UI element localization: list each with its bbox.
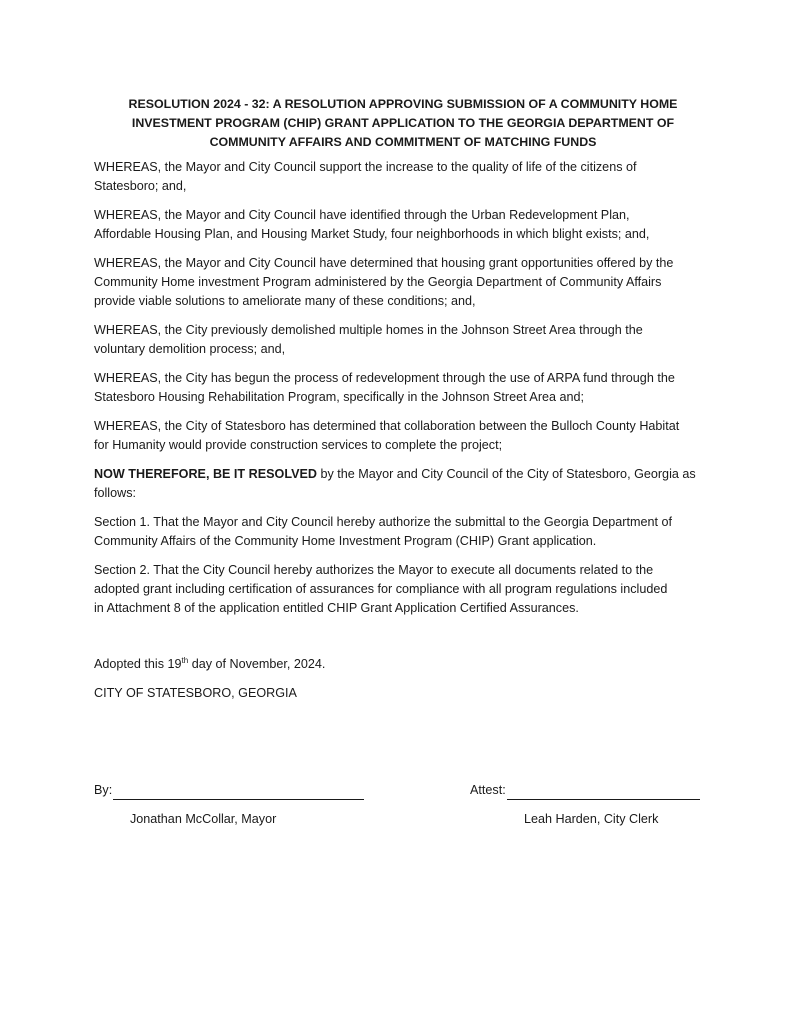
whereas-2-line-1: WHEREAS, the Mayor and City Council have identified through the Urban Redevelopment Plan, xyxy=(94,208,630,222)
clerk-signature-line xyxy=(507,785,700,800)
section-2-line-1: Section 2. That the City Council hereby authorizes the Mayor to execute all documents related to the xyxy=(94,563,654,577)
whereas-clause-5 xyxy=(94,369,712,407)
attest-label: Attest: xyxy=(470,783,506,797)
mayor-name: Jonathan McCollar, Mayor xyxy=(130,812,277,826)
whereas-3-line-1: WHEREAS, the Mayor and City Council have determined that housing grant opportunities offered by the xyxy=(94,256,674,270)
section-2-line-2: adopted grant including certification of assurances for compliance with all program regulations included xyxy=(94,582,668,596)
whereas-1-line-1: WHEREAS, the Mayor and City Council support the increase to the quality of life of the citizens of xyxy=(94,160,637,174)
clerk-signature-block xyxy=(470,781,700,800)
by-label: By: xyxy=(94,783,113,797)
whereas-6-line-1: WHEREAS, the City of Statesboro has determined that collaboration between the Bulloch County Habitat xyxy=(94,419,680,433)
whereas-5-line-2: Statesboro Housing Rehabilitation Program, specifically in the Johnson Street Area and; xyxy=(94,390,585,404)
adopted-date xyxy=(94,655,712,674)
whereas-3-line-3: provide viable solutions to ameliorate many of these conditions; and, xyxy=(94,294,476,308)
resolved-bold-lead: NOW THEREFORE, BE IT RESOLVED xyxy=(94,467,317,481)
section-1 xyxy=(94,513,712,551)
whereas-clause-1 xyxy=(94,158,712,196)
title-line-3: COMMUNITY AFFAIRS AND COMMITMENT OF MATCHING FUNDS xyxy=(209,135,597,149)
clerk-name: Leah Harden, City Clerk xyxy=(524,812,659,826)
title-line-2: INVESTMENT PROGRAM (CHIP) GRANT APPLICATION TO THE GEORGIA DEPARTMENT OF xyxy=(131,116,675,130)
whereas-clause-4 xyxy=(94,321,712,359)
resolution-title xyxy=(94,95,712,152)
whereas-4-line-2: voluntary demolition process; and, xyxy=(94,342,286,356)
whereas-4-line-1: WHEREAS, the City previously demolished multiple homes in the Johnson Street Area through the xyxy=(94,323,643,337)
whereas-3-line-2: Community Home investment Program administered by the Georgia Department of Community Affairs xyxy=(94,275,662,289)
resolved-clause xyxy=(94,465,712,503)
adopted-prefix: Adopted this 19 xyxy=(94,657,182,671)
section-2 xyxy=(94,561,712,618)
whereas-6-line-2: for Humanity would provide construction services to complete the project; xyxy=(94,438,503,452)
resolved-rest: by the Mayor and City Council of the City of Statesboro, Georgia as xyxy=(316,467,696,481)
section-2-line-3: in Attachment 8 of the application entitled CHIP Grant Application Certified Assurances. xyxy=(94,601,579,615)
resolved-line-1 xyxy=(94,465,712,484)
whereas-clause-6 xyxy=(94,417,712,455)
title-line-1: RESOLUTION 2024 - 32: A RESOLUTION APPROVING SUBMISSION OF A COMMUNITY HOME xyxy=(128,97,678,111)
resolved-line-2: follows: xyxy=(94,486,136,500)
mayor-signature-block xyxy=(94,781,364,800)
whereas-clause-3 xyxy=(94,254,712,311)
resolution-document xyxy=(94,95,712,703)
adopted-rest: day of November, 2024. xyxy=(188,657,326,671)
section-1-line-2: Community Affairs of the Community Home Investment Program (CHIP) Grant application. xyxy=(94,534,597,548)
whereas-1-line-2: Statesboro; and, xyxy=(94,179,187,193)
whereas-5-line-1: WHEREAS, the City has begun the process of redevelopment through the use of ARPA fund through the xyxy=(94,371,675,385)
signature-row xyxy=(94,781,712,801)
whereas-clause-2 xyxy=(94,206,712,244)
section-1-line-1: Section 1. That the Mayor and City Council hereby authorize the submittal to the Georgia Department of xyxy=(94,515,672,529)
adopted-ordinal-suffix: th xyxy=(181,655,189,665)
mayor-signature-line xyxy=(113,785,364,800)
whereas-2-line-2: Affordable Housing Plan, and Housing Market Study, four neighborhoods in which blight exists; and, xyxy=(94,227,650,241)
city-name: CITY OF STATESBORO, GEORGIA xyxy=(94,686,297,700)
